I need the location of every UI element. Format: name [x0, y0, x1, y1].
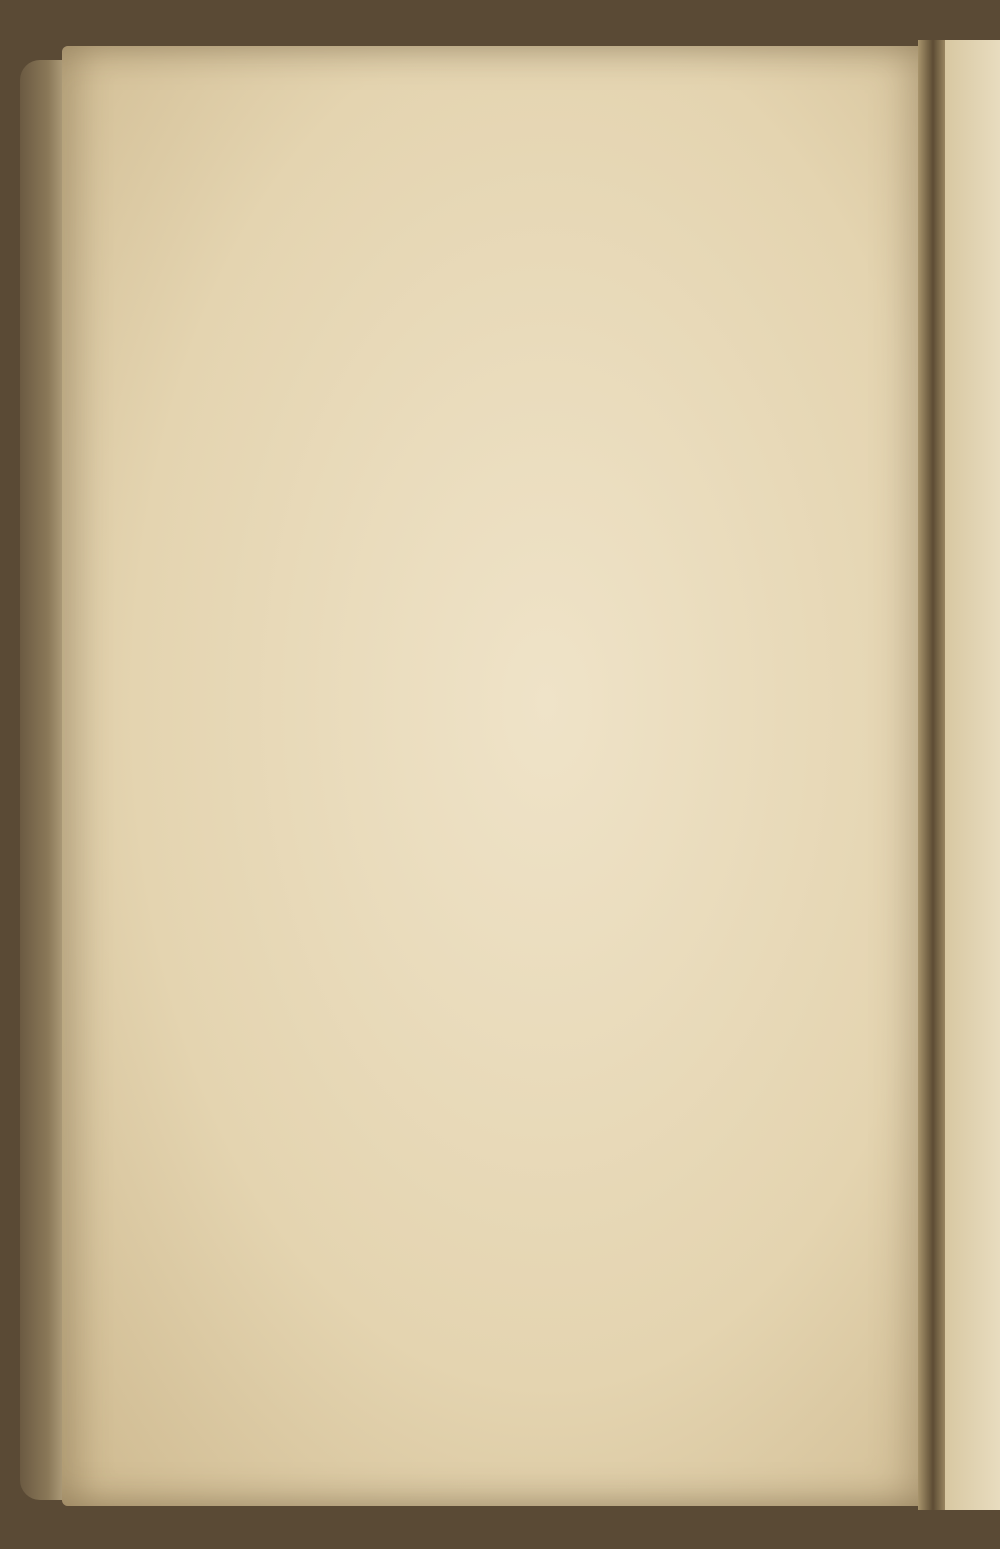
book-page — [62, 46, 942, 1506]
page-header — [112, 118, 912, 188]
book-gutter — [918, 40, 948, 1510]
page-content — [112, 118, 912, 242]
page-footer — [112, 202, 912, 242]
facing-page-edge — [945, 40, 1000, 1510]
